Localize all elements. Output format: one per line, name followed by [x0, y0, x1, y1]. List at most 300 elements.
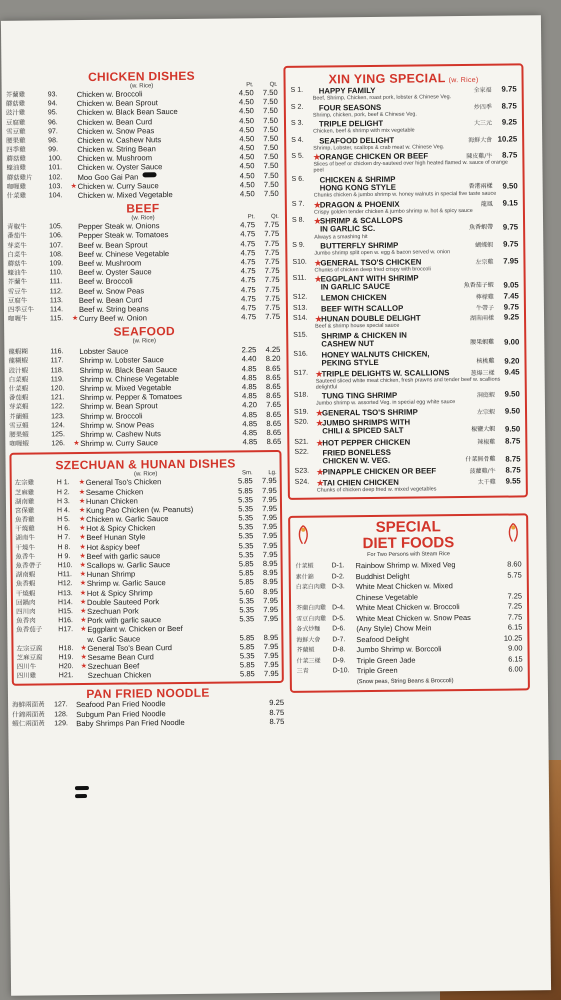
- noodle-title: PAN FRIED NOODLE: [86, 685, 210, 701]
- size-header: Lg.: [268, 470, 277, 477]
- spicy-star-icon: ★: [313, 200, 321, 210]
- chinese-name: 魚香茄子: [16, 625, 43, 635]
- item-code: 122.: [50, 403, 65, 411]
- item-name: Chicken w. Garlic Sauce: [86, 514, 169, 525]
- item-code: 104.: [48, 192, 63, 200]
- spacer: [390, 282, 464, 291]
- price: 8.75: [505, 454, 521, 464]
- chinese-name: 海鮮兩面黃: [12, 700, 45, 710]
- chinese-name: 芝麻豆腐: [16, 653, 43, 662]
- menu-item: [9, 437, 281, 449]
- price-large: 7.75: [264, 266, 280, 276]
- price-large: 7.50: [263, 133, 279, 144]
- price-large: 7.50: [263, 189, 279, 199]
- price-large: 7.50: [263, 179, 279, 189]
- item-code: D-5.: [332, 614, 346, 623]
- item-name: Baby Shrimps Pan Fried Noodle: [76, 717, 185, 728]
- price-large: 8.65: [266, 437, 282, 447]
- item-code: H12.: [57, 580, 73, 588]
- item-code: H 5.: [57, 516, 71, 524]
- chinese-name: 左宗雞: [14, 478, 35, 488]
- price: 7.95: [503, 256, 519, 266]
- special-item-header: [295, 466, 521, 477]
- size-header: Qt.: [270, 214, 280, 221]
- price-large: 8.65: [266, 391, 281, 401]
- item-description: Slices of beef or chicken dry-sauteed over high heated flamed w. sauce of orange peel: [313, 159, 508, 174]
- chinese-name: 芥蘭雞: [5, 90, 26, 99]
- price-small: 5.60: [239, 586, 254, 597]
- item-name: TRIPLE DELIGHTS W. SCALLIONS: [321, 368, 450, 379]
- item-name: Buddhist Delight: [355, 571, 410, 581]
- item-code: 94.: [47, 100, 58, 108]
- diet-item: [297, 675, 523, 688]
- item-code: S 9.: [292, 241, 305, 250]
- special-item: [292, 173, 518, 199]
- item-code: 108.: [49, 251, 64, 259]
- spicy-star-icon: ★: [79, 552, 86, 560]
- item-description: Sauteed sliced white meat chicken, fresh prawns and tender beef w. scallions delightful: [315, 376, 501, 391]
- item-code: H 7.: [57, 534, 71, 542]
- chinese-name: 芝麻雞: [14, 488, 35, 497]
- item-name: Jumbo Shrimp w. Borccoli: [356, 644, 442, 655]
- szechuan-section: [9, 450, 283, 685]
- special-item: [291, 101, 517, 118]
- item-name: CHICKEN & SHRIMP: [319, 174, 396, 185]
- item-name: Triple Green: [356, 665, 398, 676]
- item-name: Beef w. Bean Sprout: [78, 239, 148, 250]
- spicy-star-icon: ★: [79, 543, 86, 551]
- spicy-star-icon: ★: [316, 438, 324, 448]
- special-item-header: [293, 292, 519, 303]
- item-code: 124.: [51, 422, 65, 430]
- item-code: D-1.: [331, 562, 345, 570]
- menu-item: [17, 669, 279, 681]
- chinese-name: 魚香帶子: [15, 561, 42, 570]
- item-code: 106.: [49, 232, 63, 240]
- item-name: Chicken w. Black Bean Sauce: [76, 107, 178, 118]
- chinese-name: 魚香牛: [15, 552, 36, 561]
- price-small: 4.85: [242, 391, 257, 401]
- menu-item: [7, 189, 279, 201]
- chinese-name: 芽菜牛: [7, 241, 27, 250]
- item-name: PINAPPLE CHICKEN OR BEEF: [322, 466, 437, 477]
- price: 8.75: [505, 465, 521, 475]
- price-large: 7.95: [263, 604, 279, 615]
- special-item: [294, 417, 520, 437]
- item-code: S18.: [293, 392, 309, 400]
- price-large: 8.65: [266, 418, 282, 428]
- price-large: 8.65: [265, 363, 281, 373]
- item-code: 93.: [47, 91, 58, 99]
- chinese-name: 蠔油牛: [7, 268, 28, 277]
- item-code: S 6.: [291, 175, 305, 183]
- price: 6.15: [508, 654, 523, 664]
- item-name: Chicken w. Snow Peas: [77, 125, 155, 136]
- right-panel: [283, 63, 531, 845]
- item-code: 123.: [51, 412, 65, 420]
- price-small: 4.20: [242, 400, 257, 410]
- price-large: 7.75: [264, 247, 280, 257]
- spicy-star-icon: ★: [314, 274, 322, 284]
- pen-scribble: [143, 172, 157, 177]
- item-name: Hot &spicy beef: [86, 542, 140, 552]
- item-name: w. Garlic Sauce: [87, 633, 141, 644]
- item-code: [332, 593, 356, 604]
- spicy-star-icon: ★: [315, 369, 323, 379]
- price: 9.00: [508, 643, 523, 653]
- item-name-line2: IN GARLIC SC.: [320, 224, 376, 234]
- price-small: 4.75: [240, 284, 256, 294]
- beef-title: BEEF: [126, 201, 160, 216]
- price-small: 5.35: [238, 550, 254, 560]
- spacer: [390, 456, 465, 465]
- item-name-cont: [294, 426, 520, 437]
- price-large: 7.95: [263, 641, 279, 651]
- item-code: 103.: [48, 183, 63, 191]
- special-item: [292, 215, 518, 241]
- price-small: 4.50: [239, 106, 254, 116]
- item-name-line2: PEKING STYLE: [321, 357, 379, 368]
- item-code: H17.: [58, 626, 74, 634]
- item-name: Beef w. Broccoli: [78, 276, 133, 287]
- diet-box: [288, 514, 530, 694]
- price-large: 7.75: [264, 238, 280, 248]
- price-large: 7.75: [264, 275, 280, 285]
- chinese-name: 雪豆蝦: [9, 421, 29, 430]
- price-large: 7.95: [262, 522, 278, 532]
- item-name: GENERAL TSO'S SHRIMP: [321, 407, 418, 418]
- item-name: White Meat Chicken w. Snow Peas: [356, 612, 471, 623]
- item-name: Beef w. String beans: [78, 304, 149, 314]
- item-code: S24.: [294, 478, 310, 486]
- item-name: Chicken w. String Bean: [77, 144, 156, 155]
- item-code: 97.: [48, 127, 58, 136]
- szechuan-title: SZECHUAN & HUNAN DISHES: [55, 456, 236, 473]
- item-code: 120.: [50, 385, 65, 393]
- price-small: 4.75: [240, 220, 256, 230]
- price: 9.50: [502, 180, 518, 191]
- price-large: 7.95: [262, 485, 277, 495]
- spicy-star-icon: ★: [80, 626, 87, 634]
- szechuan-subtitle: (w. Rice): [133, 471, 158, 478]
- item-code: S 8.: [291, 216, 305, 224]
- price: 9.15: [502, 198, 518, 208]
- price-small: 5.35: [239, 651, 255, 661]
- item-name: (Any Style) Chow Mein: [356, 623, 432, 634]
- item-name: ORANGE CHICKEN OR BEEF: [319, 151, 429, 162]
- price-small: 5.35: [239, 614, 255, 624]
- item-name: Shrimp w. Lobster Sauce: [79, 355, 164, 366]
- item-code: 100.: [48, 155, 63, 163]
- chinese-name: 蘑菇雞: [5, 99, 26, 108]
- item-code: H 2.: [56, 488, 70, 496]
- special-item-header: [294, 406, 520, 417]
- price: 7.75: [507, 612, 523, 622]
- price-small: 4.50: [239, 170, 255, 181]
- special-title: XIN YING SPECIAL: [328, 71, 446, 87]
- price: 8.75: [269, 716, 285, 726]
- spicy-star-icon: ★: [316, 418, 324, 429]
- spicy-star-icon: ★: [70, 182, 77, 190]
- spicy-star-icon: ★: [73, 440, 80, 448]
- price: 8.75: [501, 100, 517, 111]
- price-large: 7.50: [263, 152, 279, 162]
- price-small: 4.75: [241, 293, 256, 304]
- special-item: [293, 292, 519, 303]
- price: 9.75: [503, 239, 519, 249]
- price-large: 7.75: [265, 312, 281, 322]
- price-small: 5.35: [239, 596, 255, 606]
- price-large: 7.95: [263, 650, 279, 661]
- chinese-name: 四川牛: [16, 662, 37, 671]
- item-name: Shrimp w. Pepper & Tomatoes: [79, 392, 182, 403]
- item-name: Rainbow Shrimp w. Mixed Veg: [355, 560, 456, 571]
- item-code: S10.: [292, 258, 307, 266]
- price-large: 7.75: [264, 284, 280, 294]
- item-code: 101.: [48, 164, 63, 172]
- price-small: 5.35: [238, 531, 254, 541]
- special-item: [292, 240, 518, 257]
- chinese-name: 干燒牛: [15, 543, 35, 552]
- price: 9.05: [503, 280, 519, 290]
- item-code: H 3.: [56, 497, 70, 506]
- price-small: 5.85: [239, 641, 255, 652]
- chinese-name: 湖南兩樣: [470, 314, 495, 323]
- price-large: 8.65: [265, 381, 281, 392]
- price: 7.25: [507, 591, 523, 601]
- item-name: Eggplant w. Chicken or Beef: [87, 624, 183, 635]
- chinese-name: 魚香肉: [16, 616, 36, 625]
- item-name: Beef w. Chinese Vegetable: [78, 248, 170, 259]
- chinese-name: 左宗豆腐: [16, 644, 43, 653]
- item-name: Subgum Pan Fried Noodle: [76, 708, 166, 719]
- price: 6.15: [507, 622, 523, 632]
- item-code: S22.: [294, 448, 309, 456]
- chinese-name: 什菜雞: [6, 191, 27, 200]
- item-code: S 4.: [291, 136, 304, 144]
- size-header: Pt.: [246, 82, 254, 89]
- item-code: 125.: [51, 431, 65, 439]
- price-large: 7.75: [265, 302, 280, 313]
- item-name: Chinese Vegetable: [355, 592, 419, 602]
- price: 9.25: [269, 698, 285, 708]
- price-large: 7.50: [262, 87, 278, 98]
- chinese-name: [296, 593, 332, 604]
- item-description: Jumbo shrimp w. assorted Veg. in special egg white sauce: [315, 399, 456, 408]
- chinese-name: 各式炒麵: [296, 625, 321, 633]
- item-name: Szechuan Beef: [87, 661, 140, 672]
- item-name: Shrimp w. Chinese Vegetable: [79, 373, 179, 384]
- price-small: 4.75: [241, 303, 256, 313]
- item-name: Scallops w. Garlic Sauce: [86, 560, 171, 571]
- item-code: H19.: [58, 654, 74, 662]
- special-item: [294, 406, 520, 417]
- price: 9.25: [503, 312, 520, 322]
- item-code: S 7.: [291, 200, 305, 208]
- item-code: H 8.: [57, 543, 71, 551]
- chinese-name: 四季豆牛: [7, 305, 34, 314]
- price-small: 4.50: [239, 161, 255, 171]
- item-code: H14.: [57, 598, 73, 607]
- item-name: Hot & Spicy Chicken: [86, 523, 156, 534]
- item-name: GENERAL TSO'S CHICKEN: [320, 257, 422, 268]
- chinese-name: 龍蝦糊: [8, 347, 28, 357]
- item-code: 114.: [49, 306, 64, 314]
- price: 8.60: [507, 559, 522, 569]
- price: 9.25: [501, 117, 518, 127]
- item-name: Chicken w. Bean Curd: [76, 116, 153, 127]
- diet-title-line1: SPECIAL: [375, 518, 441, 537]
- item-name: SEAFOOD DELIGHT: [319, 135, 395, 146]
- spicy-star-icon: ★: [79, 598, 87, 606]
- item-code: 109.: [49, 260, 64, 268]
- size-header: Pt.: [247, 214, 256, 221]
- chinese-name: 蘑菇牛: [7, 259, 27, 268]
- item-name: TRIPLE DELIGHT: [318, 118, 384, 129]
- price: 9.45: [504, 367, 520, 377]
- price-large: 7.75: [265, 293, 280, 303]
- item-name: Pork with garlic sauce: [87, 615, 162, 626]
- item-code: S21.: [294, 438, 309, 446]
- price-large: 7.95: [262, 540, 278, 550]
- price-small: 5.85: [239, 632, 255, 642]
- item-name: Chicken w. Bean Sprout: [76, 98, 158, 109]
- item-name: Shrimp w. Bean Sprout: [79, 401, 158, 412]
- price-large: 7.50: [263, 170, 279, 180]
- spicy-star-icon: ★: [313, 152, 321, 162]
- special-item: [291, 84, 517, 101]
- price-small: 4.85: [242, 437, 258, 447]
- price: [498, 581, 522, 592]
- item-code: S 3.: [290, 119, 304, 127]
- item-code: D-2.: [331, 572, 345, 581]
- item-name: Beef with garlic sauce: [86, 551, 161, 561]
- chinese-name: 回鍋肉: [15, 598, 36, 607]
- item-code: D-7.: [332, 635, 346, 644]
- noodle-section: [12, 684, 284, 728]
- item-description: Shrimp, chicken, pork, beef & Chinese Veg.: [312, 111, 417, 119]
- chinese-name: 炒四季: [473, 103, 492, 111]
- item-code: 107.: [49, 241, 63, 249]
- item-description: Chunks of chicken deep fried w. mixed vegetables: [316, 485, 437, 494]
- size-header: Qt.: [269, 81, 278, 89]
- spicy-star-icon: ★: [313, 216, 322, 226]
- chinese-name: 牛帶子: [475, 304, 494, 312]
- chinese-name: 菠蘿雞/牛: [469, 467, 496, 476]
- item-code: H20.: [58, 663, 74, 671]
- price-large: 8.95: [263, 632, 279, 642]
- spicy-star-icon: ★: [80, 653, 87, 661]
- price-small: 5.85: [238, 577, 254, 587]
- item-name: Beef w. Mushroom: [78, 258, 142, 269]
- item-code: 128.: [54, 710, 68, 719]
- price-small: 4.85: [242, 409, 258, 419]
- item-name: FOUR SEASONS: [318, 102, 382, 113]
- price: 7.25: [507, 601, 523, 611]
- chicken-section: [5, 68, 278, 201]
- item-name: (Snow peas, String Beans & Broccoli): [356, 677, 454, 685]
- price-large: 8.65: [265, 372, 281, 382]
- chinese-name: 豆腐牛: [7, 296, 28, 305]
- item-name: Lobster Sauce: [79, 346, 129, 357]
- item-code: 105.: [49, 223, 63, 231]
- price-small: 5.35: [239, 605, 255, 615]
- item-name: Pepper Steak w. Tomatoes: [78, 230, 169, 241]
- price-large: 8.95: [262, 559, 278, 569]
- price-small: 4.50: [238, 88, 254, 98]
- special-item: [294, 436, 520, 447]
- special-item: [293, 313, 519, 330]
- price-small: 4.75: [240, 229, 256, 239]
- price-small: 5.35: [238, 494, 253, 505]
- item-code: D-6.: [332, 625, 346, 633]
- item-code: 99.: [48, 146, 59, 154]
- spicy-star-icon: ★: [78, 479, 86, 487]
- item-name-line2: HONG KONG STYLE: [319, 182, 396, 193]
- price: 8.75: [269, 707, 285, 717]
- price: 9.20: [504, 356, 520, 366]
- menu-paper: [1, 15, 551, 996]
- seafood-section: [8, 323, 281, 449]
- item-description: Chicken, beef & shrimp with mix vegetable: [313, 127, 415, 135]
- item-code: S20.: [294, 419, 309, 427]
- item-name: Chicken w. Cashew Nuts: [77, 135, 162, 145]
- item-name: Triple Green Jade: [356, 655, 416, 665]
- item-name: Shrimp w. Cashew Nuts: [80, 429, 161, 440]
- item-name: Beef w. Snow Peas: [78, 285, 145, 296]
- chinese-name: 芥蘭白肉雞: [296, 604, 327, 612]
- spicy-star-icon: ★: [315, 314, 323, 324]
- chinese-name: 芥蘭牛: [7, 277, 28, 287]
- price: [499, 675, 523, 686]
- item-name: FRIED BONELESS: [322, 447, 391, 458]
- chinese-name: 辣椒雞: [477, 438, 496, 446]
- item-code: D-4.: [332, 604, 345, 612]
- price: 9.50: [504, 406, 521, 416]
- item-name: Shrimp w. Mixed Vegetable: [79, 383, 172, 394]
- price-large: 8.20: [265, 354, 281, 364]
- diet-title-line2: DIET FOODS: [362, 534, 455, 553]
- chinese-name: 什菜蝦: [295, 562, 314, 570]
- beef-subtitle: (w. Rice): [131, 215, 155, 222]
- special-item: [292, 198, 518, 215]
- item-name-cont: [295, 455, 521, 466]
- price-large: 7.95: [262, 494, 277, 504]
- spicy-star-icon: ★: [78, 488, 86, 496]
- item-code: H16.: [58, 617, 74, 625]
- item-description: Beef, Shrimp, Chicken, roast pork, lobster & Chinese Veg.: [312, 94, 452, 102]
- price-small: 4.75: [240, 257, 256, 267]
- special-item: [291, 134, 517, 151]
- spicy-star-icon: ★: [79, 516, 86, 524]
- price-large: 7.75: [264, 220, 280, 230]
- item-code: 102.: [48, 173, 63, 182]
- chinese-name: 豉汁蝦: [8, 366, 29, 375]
- price-large: 7.95: [262, 513, 278, 523]
- price-small: 4.85: [242, 418, 258, 429]
- item-code: S16.: [293, 350, 308, 358]
- price-small: 4.50: [239, 134, 255, 144]
- price: 9.55: [505, 476, 521, 486]
- chinese-name: 海鮮大會: [468, 136, 493, 144]
- price-large: 7.95: [263, 669, 279, 679]
- chinese-name: 腰果蝦雞: [470, 338, 495, 346]
- seafood-subtitle: (w. Rice): [132, 338, 156, 345]
- item-name: Chicken w. Mixed Vegetable: [77, 190, 173, 201]
- price: 9.75: [502, 222, 519, 232]
- price-small: 5.85: [239, 660, 255, 670]
- item-code: 113.: [49, 296, 63, 305]
